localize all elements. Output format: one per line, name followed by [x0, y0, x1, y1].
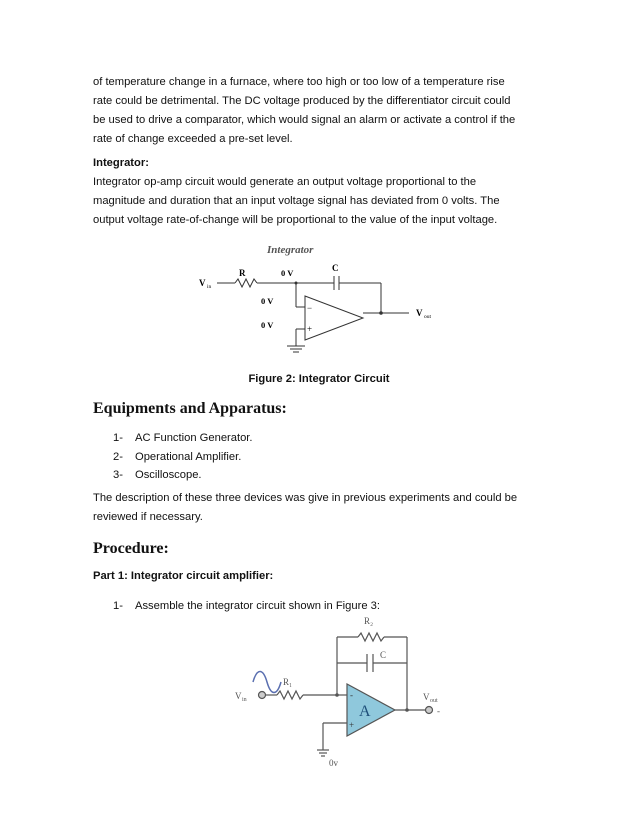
text-line: output voltage rate-of-change will be proportional to the value of the input voltage.: [93, 214, 498, 226]
zero-v-top: 0 V: [281, 268, 294, 278]
text-line: magnitude and duration that an input voltage signal has deviated from 0 volts. The: [93, 195, 500, 207]
text-line: of temperature change in a furnace, where too high or too low of a temperature rise: [93, 76, 505, 88]
equipment-heading: Equipments and Apparatus:: [93, 400, 287, 417]
item-number: 3-: [113, 469, 123, 481]
step-number: 1-: [113, 600, 123, 612]
vout-label: V: [423, 692, 430, 702]
r2-label: R₂: [364, 616, 374, 626]
vin-label: V: [199, 278, 206, 288]
item-number: 1-: [113, 432, 123, 444]
op-amp: [305, 296, 363, 340]
part-1-title: Part 1: Integrator circuit amplifier:: [93, 570, 274, 582]
vin-subscript: in: [242, 697, 247, 703]
resistor-r: [235, 279, 257, 287]
c-label: C: [332, 263, 339, 273]
vin-terminal: [259, 692, 266, 699]
list-item: [113, 448, 253, 467]
resistor-r1: [277, 691, 303, 699]
amp-label: A: [359, 703, 371, 720]
inverting-sign: -: [350, 690, 353, 700]
vout-terminal: [426, 707, 433, 714]
vout-label: V: [416, 308, 423, 318]
list-item: [113, 429, 253, 448]
integrator-title: Integrator:: [93, 157, 149, 169]
integrator-section: [93, 154, 543, 230]
procedure-heading: Procedure:: [93, 540, 169, 557]
output-minus: -: [437, 706, 440, 716]
vout-subscript: out: [430, 698, 438, 704]
r1-label: R₁: [283, 677, 293, 687]
plus-sign: +: [307, 324, 313, 334]
text-line: be used to drive a comparator, which would signal an alarm or activate a control if the: [93, 114, 516, 126]
zero-v-low: 0 V: [261, 320, 274, 330]
item-text: Oscilloscope.: [135, 469, 202, 481]
text-line: The description of these three devices was give in previous experiments and could be: [93, 492, 518, 504]
intro-paragraph: [93, 73, 543, 149]
item-number: 2-: [113, 450, 123, 463]
item-text: AC Function Generator.: [135, 432, 253, 444]
item-text: Operational Amplifier.: [135, 450, 242, 463]
sine-source-icon: [253, 672, 281, 693]
ground-label: 0v: [329, 758, 338, 768]
step-text: Assemble the integrator circuit shown in Figure 3:: [135, 600, 380, 612]
text-line: Integrator op-amp circuit would generate an output voltage proportional to the: [93, 176, 477, 188]
list-item: [113, 466, 253, 485]
equipment-note: [93, 489, 543, 527]
text-line: reviewed if necessary.: [93, 511, 203, 523]
vout-subscript: out: [424, 314, 432, 320]
vin-subscript: in: [207, 284, 212, 290]
vin-label: V: [235, 691, 242, 701]
r-label: R: [239, 268, 246, 278]
minus-sign: −: [307, 303, 313, 313]
op-amp-a: [347, 684, 395, 736]
figure-2-caption: Figure 2: Integrator Circuit: [248, 373, 390, 385]
figure-3-integrator-circuit: [225, 612, 455, 772]
zero-v-mid: 0 V: [261, 296, 274, 306]
resistor-r2: [358, 633, 384, 641]
figure-2-integrator-circuit: [195, 238, 455, 360]
equipment-list: [113, 429, 253, 485]
text-line: rate of change exceeded a pre-set level.: [93, 133, 293, 145]
c-label: C: [380, 650, 387, 660]
figure-2-heading: Integrator: [267, 244, 314, 256]
non-inverting-sign: +: [349, 720, 355, 730]
text-line: rate could be detrimental. The DC voltage produced by the differentiator circuit could: [93, 95, 511, 107]
